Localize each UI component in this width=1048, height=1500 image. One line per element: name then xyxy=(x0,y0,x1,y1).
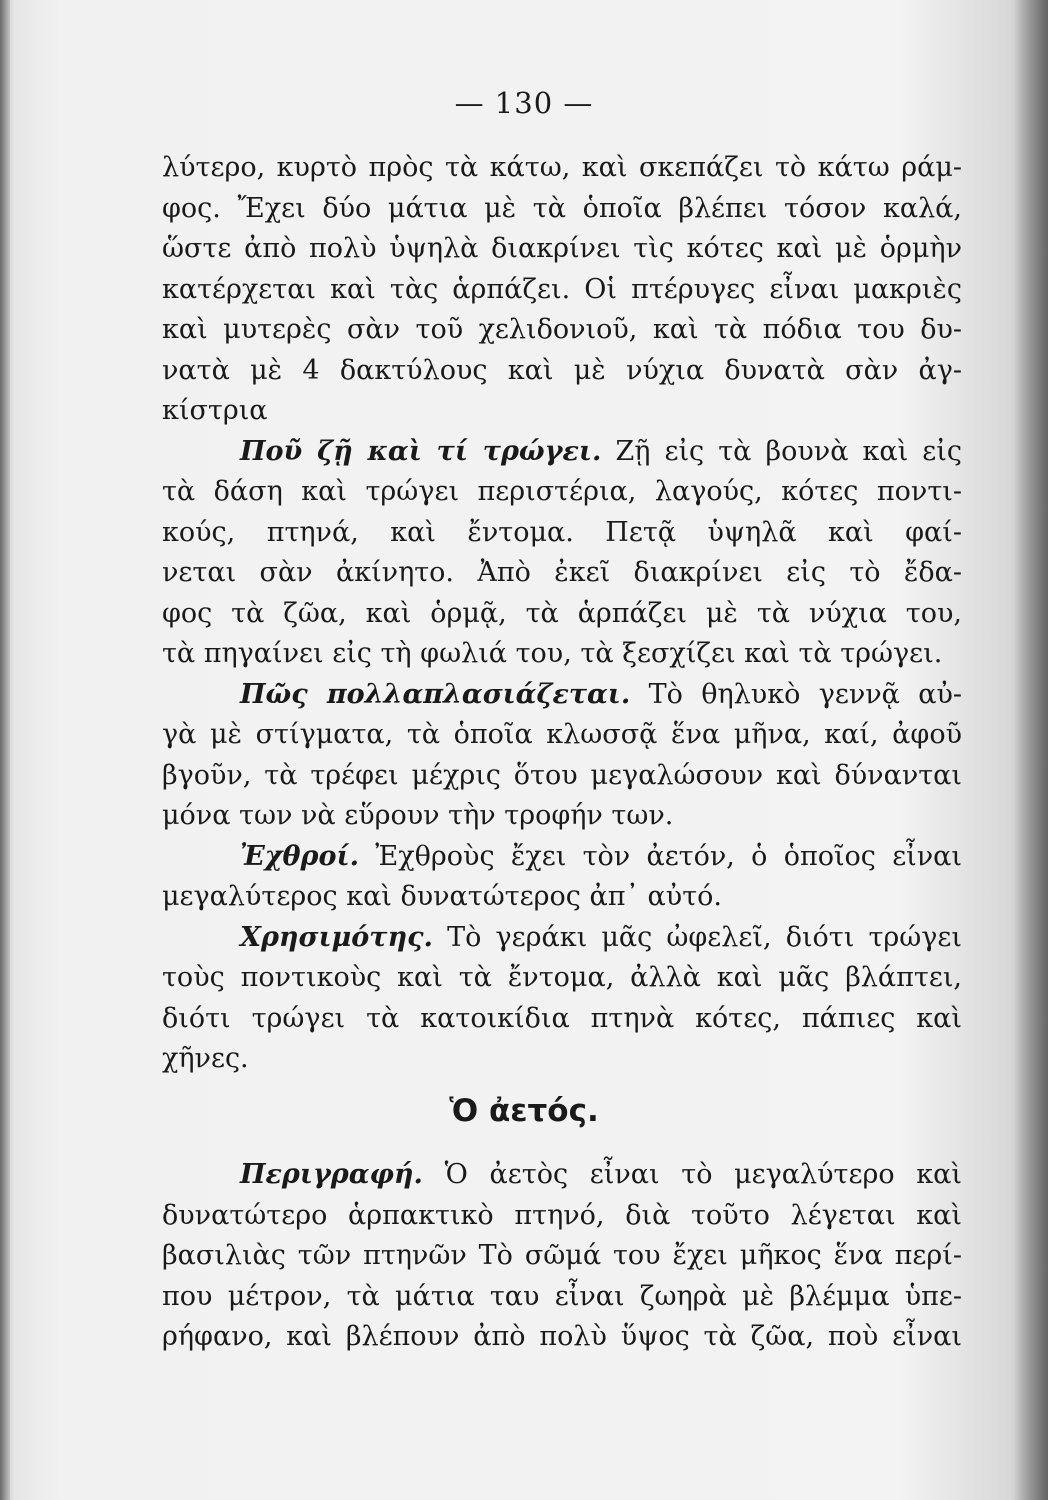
run-in-heading-usefulness: Χρησιμότης. xyxy=(240,921,433,953)
text-line: βγοῦν, τὰ τρέφει μέχρις ὅτου μεγαλώσουν καὶ δύνανται xyxy=(162,759,962,791)
text-line: νεται σὰν ἀκίνητο. Ἀπὸ ἐκεῖ διακρίνει εἰς τὸ ἔδα- xyxy=(162,557,962,588)
text-line: μόνα των νὰ εὕρουν τὴν τροφήν των. xyxy=(162,800,674,831)
text-line: δυνατώτερο ἁρπακτικὸ πτηνό, διὰ τοῦτο λέγεται καὶ xyxy=(162,1199,962,1231)
text-run: Ἐχθροὺς ἔχει τὸν ἀετόν, ὁ ὁποῖος εἶναι xyxy=(375,840,962,872)
text-line: φος. Ἔχει δύο μάτια μὲ τὰ ὁποῖα βλέπει τόσον καλά, xyxy=(162,192,962,224)
text-line: που μέτρον, τὰ μάτια ταυ εἶναι ζωηρὰ μὲ βλέμμα ὑπε- xyxy=(162,1280,962,1312)
paragraph-description-first-line xyxy=(162,1155,962,1196)
text-line: κούς, πτηνά, καὶ ἔντομα. Πετᾷ ὑψηλᾶ καὶ φαί- xyxy=(162,516,962,548)
page-edge-shadow-left xyxy=(0,0,10,1500)
text-line: καὶ μυτερὲς σὰν τοῦ χελιδονιοῦ, καὶ τὰ πόδια του δυ- xyxy=(162,314,962,345)
paragraph-habitat-first-line xyxy=(162,432,962,473)
paragraph-usefulness-first-line xyxy=(162,918,962,959)
run-in-heading-habitat: Ποῦ ζῇ καὶ τί τρώγει. xyxy=(240,435,602,467)
text-line: χῆνες. xyxy=(162,1043,249,1074)
text-block-hawk xyxy=(162,148,962,1080)
section-title-eagle: Ὁ ἀετός. xyxy=(449,1093,599,1129)
text-block-eagle xyxy=(162,1155,962,1358)
text-line: ρήφανο, καὶ βλέπουν ἀπὸ πολὺ ὕψος τὰ ζῶα, ποὺ εἶναι xyxy=(162,1321,962,1352)
text-run: Ὁ ἀετὸς εἶναι τὸ μεγαλύτερο καὶ xyxy=(444,1159,962,1190)
text-line: διότι τρώγει τὰ κατοικίδια πτηνὰ κότες, πάπιες καὶ xyxy=(162,1002,962,1034)
text-line: μεγαλύτερος καὶ δυνατώτερος ἀπ᾽ αὐτό. xyxy=(162,881,722,912)
text-line: γὰ μὲ στίγματα, τὰ ὁποῖα κλωσσᾷ ἕνα μῆνα, καί, ἀφοῦ xyxy=(162,719,962,750)
text-line: κίστρια xyxy=(162,395,268,426)
text-line: νατὰ μὲ 4 δακτύλους καὶ μὲ νύχια δυνατὰ σὰν ἀγ- xyxy=(162,354,962,386)
run-in-heading-reproduction: Πῶς πολλαπλασιάζεται. xyxy=(240,678,631,710)
text-line: τοὺς ποντικοὺς καὶ τὰ ἔντομα, ἀλλὰ καὶ μᾶς βλάπτει, xyxy=(162,962,962,993)
text-line: λύτερο, κυρτὸ πρὸς τὰ κάτω, καὶ σκεπάζει τὸ κάτω ράμ- xyxy=(162,152,962,183)
page-edge-shadow-right xyxy=(1014,0,1048,1500)
text-run: Τὸ γεράκι μᾶς ὠφελεῖ, διότι τρώγει xyxy=(447,921,962,953)
paragraph-enemies-first-line xyxy=(162,837,962,878)
text-line: κατέρχεται καὶ τὰς ἁρπάζει. Οἱ πτέρυγες εἶναι μακριὲς xyxy=(162,273,962,305)
run-in-heading-description: Περιγραφή. xyxy=(240,1159,423,1190)
text-run: Τὸ θηλυκὸ γεννᾷ αὐ- xyxy=(648,678,962,710)
text-line: ὥστε ἀπὸ πολὺ ὑψηλὰ διακρίνει τὶς κότες καὶ μὲ ὁρμὴν xyxy=(162,233,962,264)
text-run: Ζῇ εἰς τὰ βουνὰ καὶ εἰς xyxy=(615,435,962,467)
text-line: τὰ δάση καὶ τρώγει περιστέρια, λαγούς, κότες ποντι- xyxy=(162,476,962,507)
text-line: φος τὰ ζῶα, καὶ ὁρμᾷ, τὰ ἁρπάζει μὲ τὰ νύχια του, xyxy=(162,597,962,629)
run-in-heading-enemies: Ἐχθροί. xyxy=(240,840,359,872)
text-line: τὰ πηγαίνει εἰς τὴ φωλιά του, τὰ ξεσχίζει καὶ τὰ τρώγει. xyxy=(162,638,943,669)
page-number: — 130 — xyxy=(454,86,594,120)
text-line: βασιλιὰς τῶν πτηνῶν Τὸ σῶμά του ἔχει μῆκος ἕνα περί- xyxy=(162,1240,962,1271)
paragraph-reproduction-first-line xyxy=(162,675,962,716)
